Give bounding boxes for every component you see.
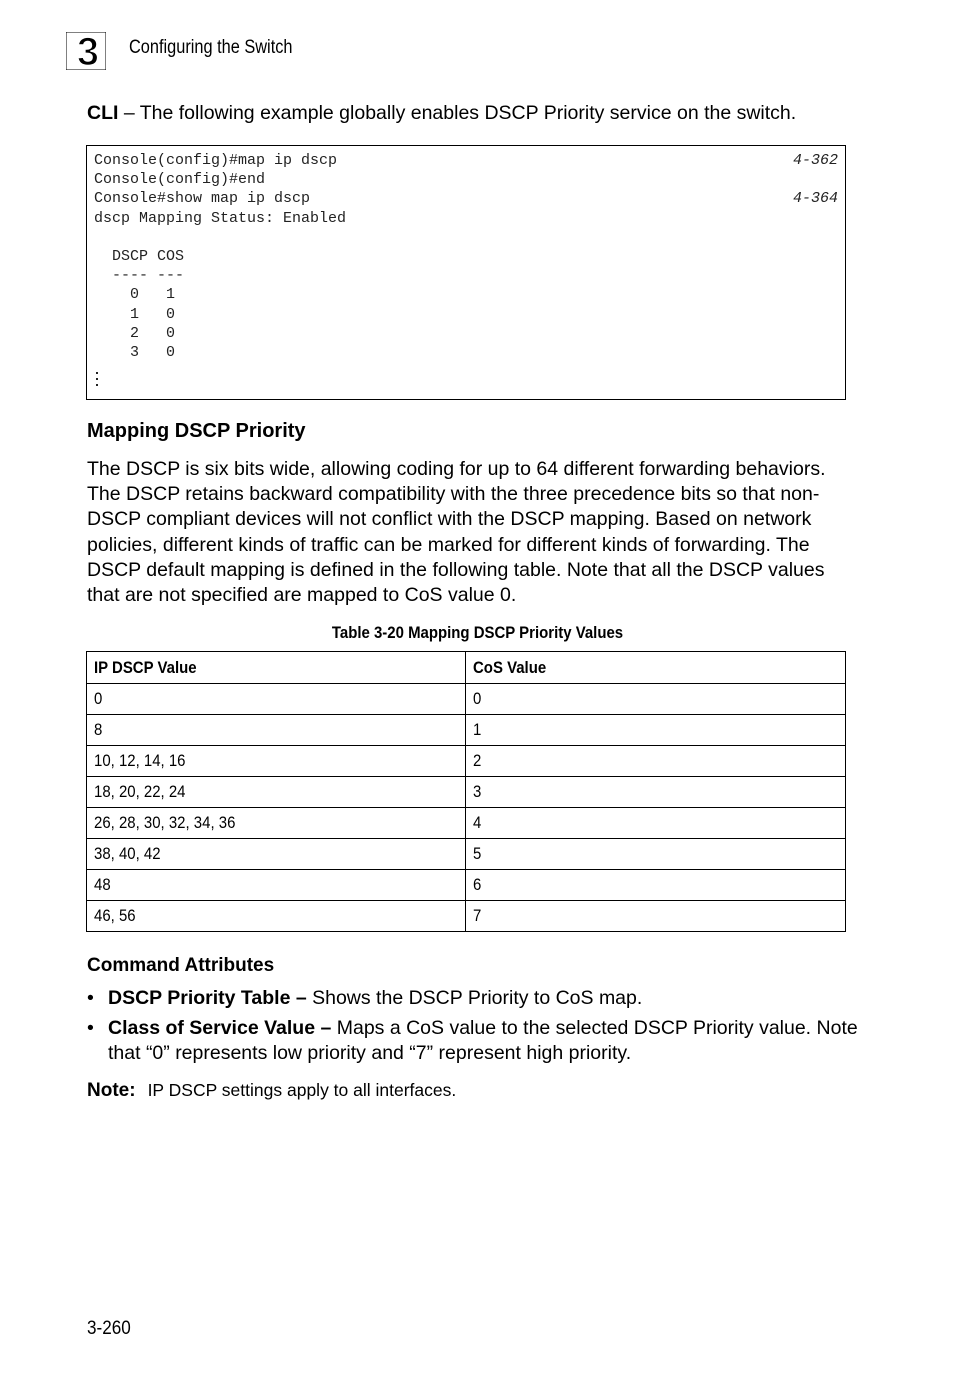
cell-cos-value: 1 — [466, 715, 846, 746]
vertical-ellipsis-icon — [96, 372, 100, 390]
code-line: Console(config)#end — [94, 171, 266, 189]
cell-ip-dscp-value: 18, 20, 22, 24 — [87, 777, 466, 808]
section-title: Mapping DSCP Priority — [87, 420, 306, 442]
cell-ip-dscp-value: 46, 56 — [87, 901, 466, 932]
column-header-ip-dscp: IP DSCP Value — [87, 652, 466, 684]
code-line: Console#show map ip dscp — [94, 190, 311, 208]
code-line: 1 0 — [94, 305, 176, 323]
cell-cos-value: 7 — [466, 901, 846, 932]
table-row — [87, 870, 846, 901]
bullet-icon: • — [87, 1017, 94, 1039]
note-text: IP DSCP settings apply to all interfaces. — [147, 1080, 457, 1100]
chapter-number: 3 — [76, 32, 100, 70]
code-line: dscp Mapping Status: Enabled — [94, 209, 347, 227]
note — [87, 1080, 456, 1102]
cell-ip-dscp-value: 26, 28, 30, 32, 34, 36 — [87, 808, 466, 839]
code-line: DSCP COS — [94, 248, 185, 265]
page-number: 3-260 — [87, 1318, 131, 1339]
running-header: Configuring the Switch — [129, 37, 293, 58]
code-line: 0 1 — [94, 286, 176, 304]
cli-code-block — [86, 145, 846, 400]
table-row — [87, 901, 846, 932]
code-line: Console(config)#map ip dscp — [94, 152, 338, 169]
table-row — [87, 839, 846, 870]
cli-intro — [87, 102, 796, 125]
cell-cos-value: 0 — [466, 684, 846, 715]
cell-ip-dscp-value: 38, 40, 42 — [87, 839, 466, 870]
bullet-icon: • — [87, 987, 94, 1009]
code-line: 3 0 — [94, 344, 176, 361]
cli-intro-text: – The following example globally enables DSCP Priority service on the switch. — [118, 102, 797, 124]
table-row — [87, 808, 846, 839]
chapter-number-graphic — [66, 32, 106, 70]
section-body: The DSCP is six bits wide, allowing coding for up to 64 different forwarding behaviors. The DSCP retains backward compatibility with the three precedence bits so that non-DSCP compliant devices will not conflict with the DSCP mapping. Based on network policies, different kinds of traffic can be marked for different kinds of forwarding. The DSCP default mapping is defined in the following table. Note that all the DSCP values that are not specified are mapped to CoS value 0. — [87, 458, 826, 607]
attribute-term: Class of Service Value – — [108, 1017, 332, 1039]
cell-ip-dscp-value: 8 — [87, 715, 466, 746]
cell-ip-dscp-value: 0 — [87, 684, 466, 715]
cli-label: CLI — [87, 102, 119, 124]
code-line: 2 0 — [94, 324, 176, 342]
cell-ip-dscp-value: 48 — [87, 870, 466, 901]
cell-cos-value: 2 — [466, 746, 846, 777]
command-attributes-title: Command Attributes — [87, 955, 275, 976]
table-row — [87, 715, 846, 746]
cell-cos-value: 6 — [466, 870, 846, 901]
attribute-term: DSCP Priority Table – — [108, 987, 307, 1009]
dscp-mapping-table — [86, 651, 846, 932]
table-row — [87, 746, 846, 777]
command-page-reference: 4-362 — [792, 152, 838, 169]
cell-cos-value: 5 — [466, 839, 846, 870]
attribute-desc: Shows the DSCP Priority to CoS map. — [306, 987, 643, 1009]
table-header-row — [87, 652, 846, 684]
cell-cos-value: 3 — [466, 777, 846, 808]
table-caption: Table 3-20 Mapping DSCP Priority Values — [331, 623, 623, 642]
cell-ip-dscp-value: 10, 12, 14, 16 — [87, 746, 466, 777]
table-row — [87, 777, 846, 808]
code-line: ---- --- — [94, 267, 185, 285]
table-row — [87, 684, 846, 715]
column-header-cos: CoS Value — [466, 652, 846, 684]
command-page-reference: 4-364 — [792, 190, 838, 208]
attribute-desc: Maps a CoS value to the selected DSCP Priority value. Note that “0” represents low priority and “7” represent high priority. — [108, 1017, 858, 1064]
note-label: Note: — [87, 1080, 136, 1101]
cell-cos-value: 4 — [466, 808, 846, 839]
